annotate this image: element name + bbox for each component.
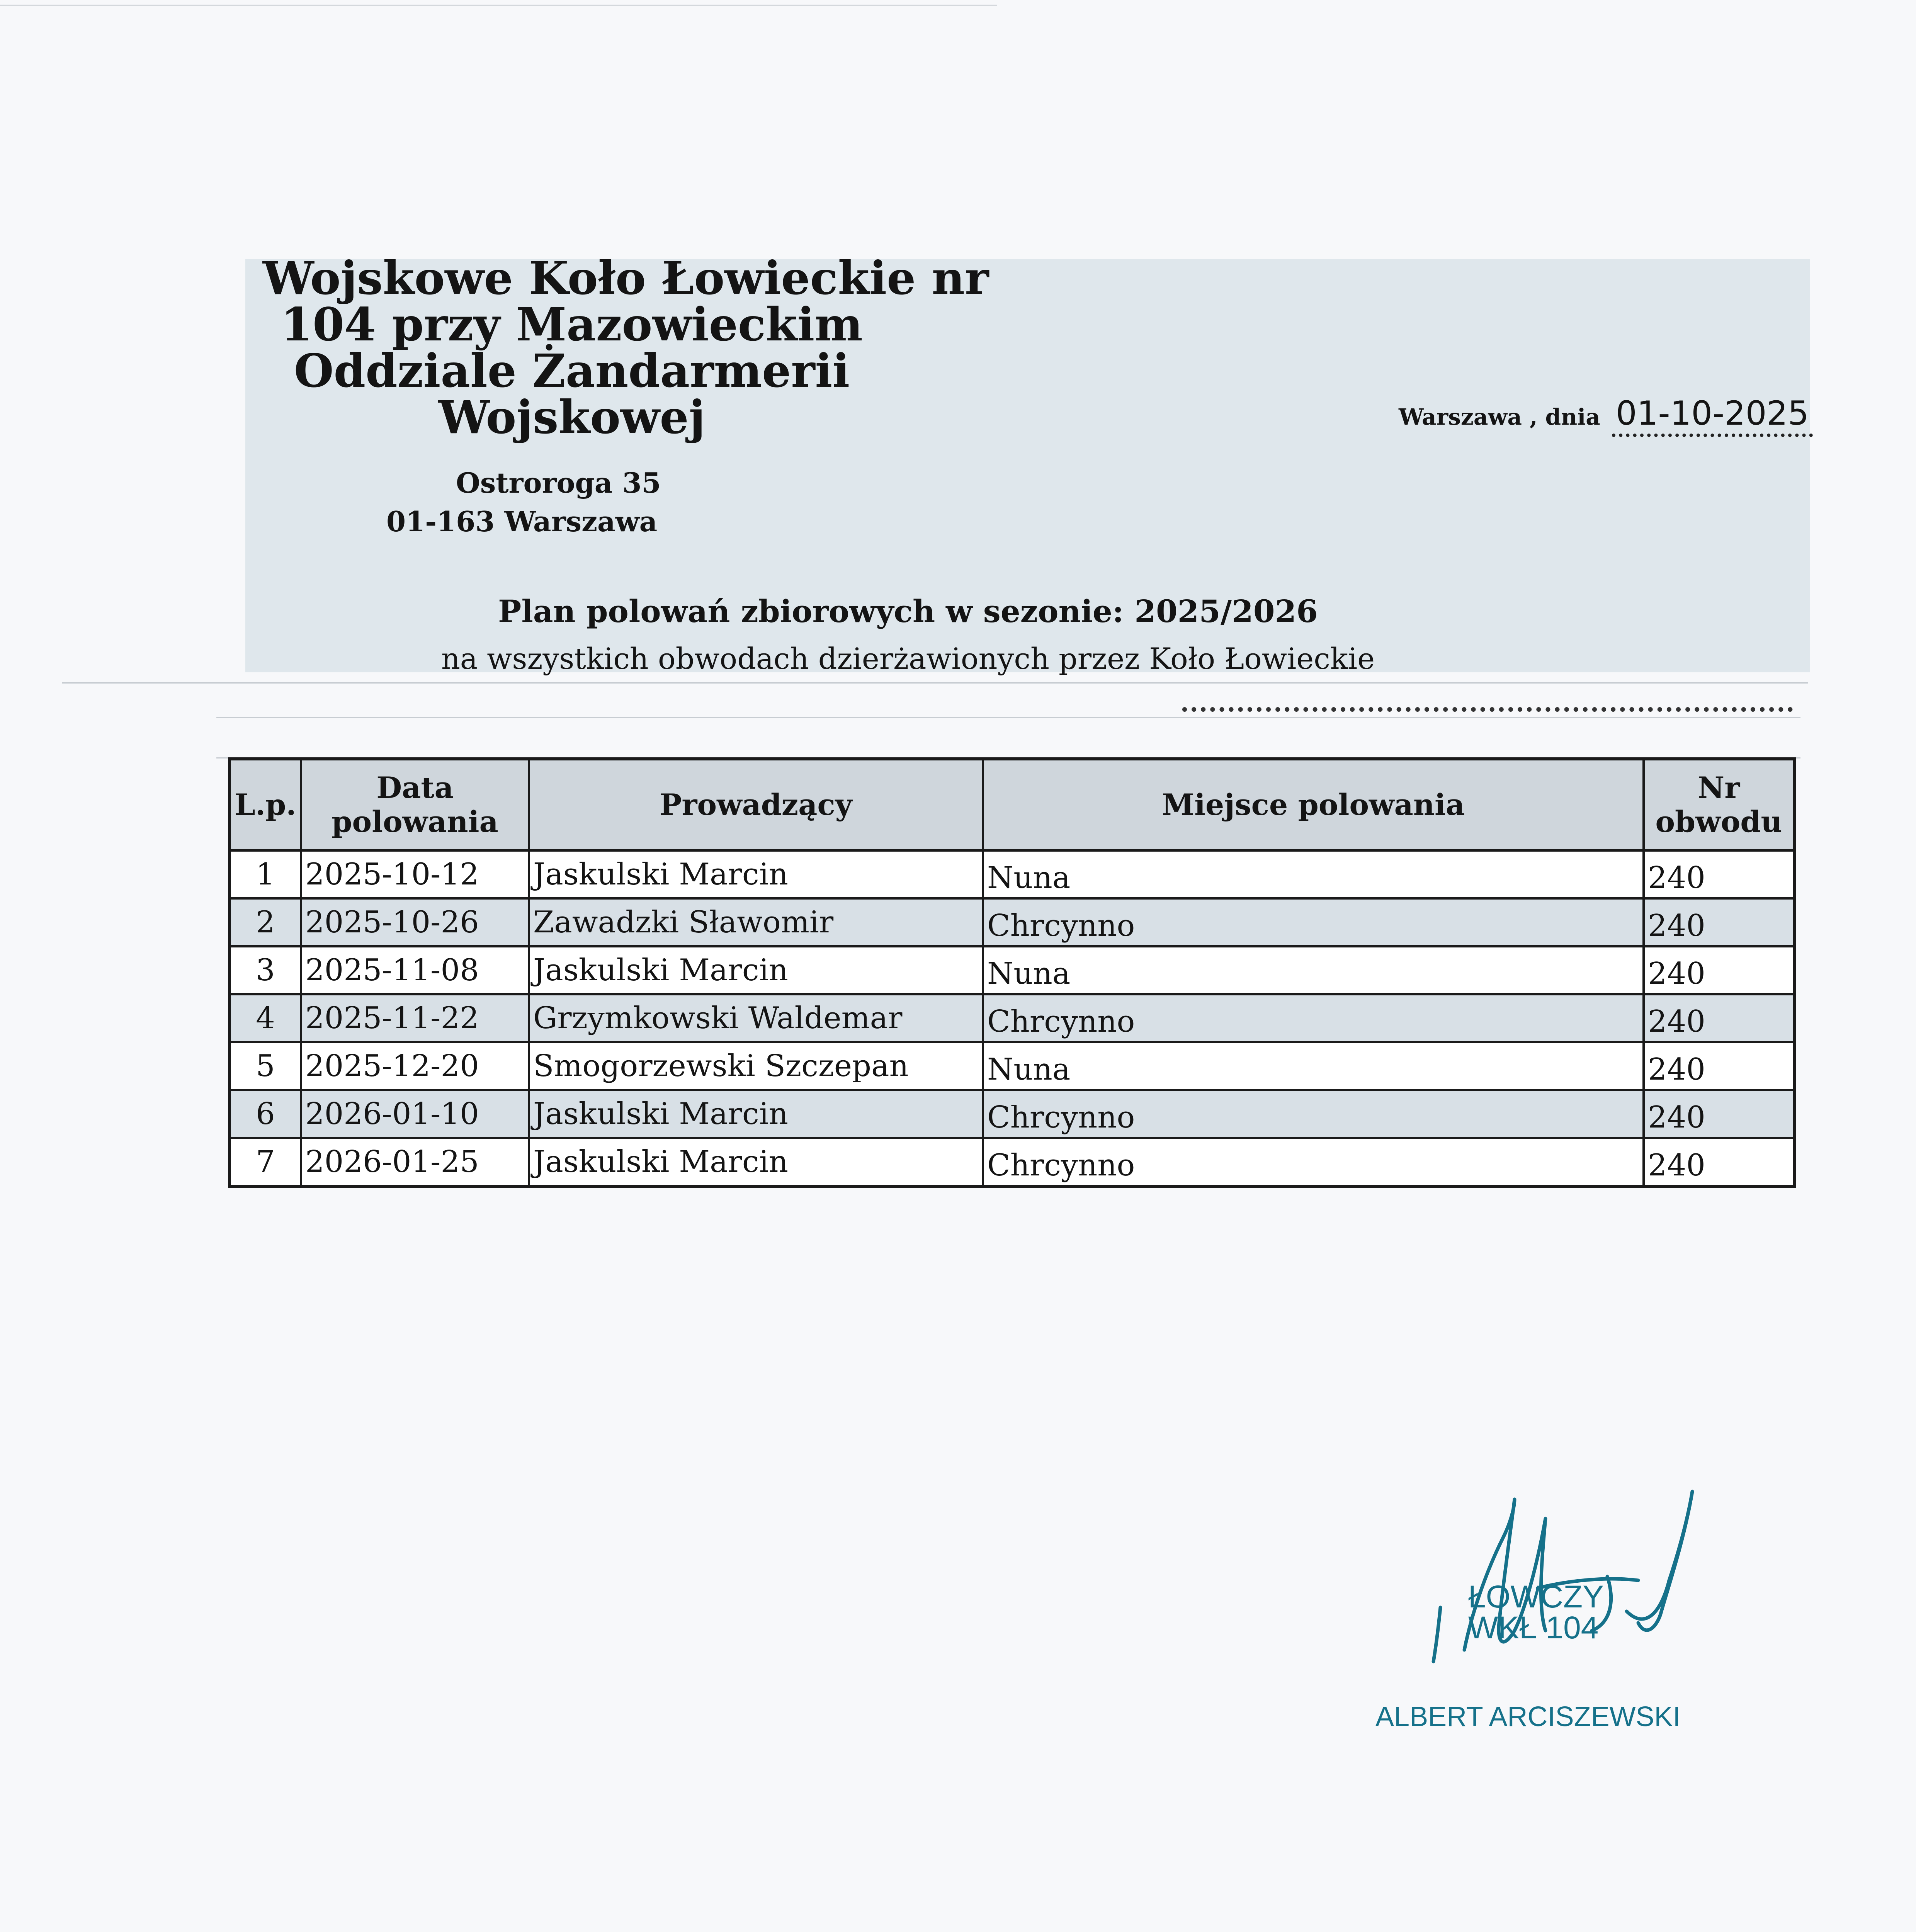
organization-name-line: Wojskowej [438,390,706,444]
header-date-line: Data [376,770,454,805]
hunt-schedule-table [228,757,1796,1188]
header-date-line: polowania [332,804,498,839]
document-date: 01-10-2025 [1612,394,1813,437]
cell-nr: 240 [1644,994,1794,1042]
cell-place: Chrcynno [983,994,1644,1042]
plan-title: Plan polowań zbiorowych w sezonie: 2025/2026 [498,593,1318,629]
scan-artifact-line [216,717,1800,718]
cell-lp: 1 [230,850,301,898]
cell-lp: 4 [230,994,301,1042]
dotted-separator [1182,707,1793,712]
cell-leader: Jaskulski Marcin [529,1090,983,1138]
table-row [230,994,1794,1042]
cell-nr: 240 [1644,1138,1794,1186]
table-row [230,1042,1794,1090]
cell-nr: 240 [1644,850,1794,898]
organization-name [263,251,989,444]
signatory-name: ALBERT ARCISZEWSKI [1375,1701,1681,1732]
handwritten-signature [1375,1484,1762,1692]
table-row [230,898,1794,946]
organization-name-line: Wojskowe Koło Łowieckie nr [263,251,989,305]
signature-block [1375,1484,1762,1762]
header-nr [1644,759,1794,850]
address-city: 01-163 Warszawa [386,505,658,538]
cell-nr: 240 [1644,898,1794,946]
organization-name-line: Oddziale Żandarmerii [294,344,850,398]
table-header-row [230,759,1794,850]
organization-name-line: 104 przy Mazowieckim [281,298,863,351]
header-lp: L.p. [230,759,301,850]
header-leader: Prowadzący [529,759,983,850]
stamp-organization: WKŁ 104 [1468,1610,1599,1645]
cell-leader: Smogorzewski Szczepan [529,1042,983,1090]
header-nr-line: obwodu [1655,804,1782,839]
header-place: Miejsce polowania [983,759,1644,850]
scan-artifact-line [0,5,997,6]
cell-place: Chrcynno [983,1138,1644,1186]
cell-date: 2025-12-20 [301,1042,529,1090]
cell-place: Chrcynno [983,898,1644,946]
cell-nr: 240 [1644,946,1794,994]
cell-place: Nuna [983,1042,1644,1090]
cell-lp: 7 [230,1138,301,1186]
header-nr-line: Nr [1697,770,1740,805]
cell-lp: 3 [230,946,301,994]
cell-date: 2025-10-26 [301,898,529,946]
stamp-role: ŁOWCZY [1468,1579,1604,1614]
address-street: Ostroroga 35 [456,466,661,499]
place-label: Warszawa , dnia [1399,404,1600,430]
cell-place: Chrcynno [983,1090,1644,1138]
cell-date: 2026-01-10 [301,1090,529,1138]
cell-lp: 5 [230,1042,301,1090]
cell-leader: Jaskulski Marcin [529,946,983,994]
cell-leader: Jaskulski Marcin [529,850,983,898]
table-row [230,850,1794,898]
cell-date: 2025-11-08 [301,946,529,994]
cell-lp: 2 [230,898,301,946]
place-and-date [1399,394,1813,433]
cell-nr: 240 [1644,1090,1794,1138]
cell-date: 2025-10-12 [301,850,529,898]
cell-leader: Jaskulski Marcin [529,1138,983,1186]
header-date [301,759,529,850]
cell-place: Nuna [983,946,1644,994]
cell-leader: Zawadzki Sławomir [529,898,983,946]
table-row [230,1090,1794,1138]
plan-subtitle: na wszystkich obwodach dzierżawionych przez Koło Łowieckie [441,641,1375,676]
cell-date: 2026-01-25 [301,1138,529,1186]
cell-place: Nuna [983,850,1644,898]
cell-date: 2025-11-22 [301,994,529,1042]
table-row [230,946,1794,994]
cell-nr: 240 [1644,1042,1794,1090]
cell-lp: 6 [230,1090,301,1138]
scan-artifact-line [62,682,1808,684]
table-row [230,1138,1794,1186]
organization-address [386,464,695,541]
cell-leader: Grzymkowski Waldemar [529,994,983,1042]
